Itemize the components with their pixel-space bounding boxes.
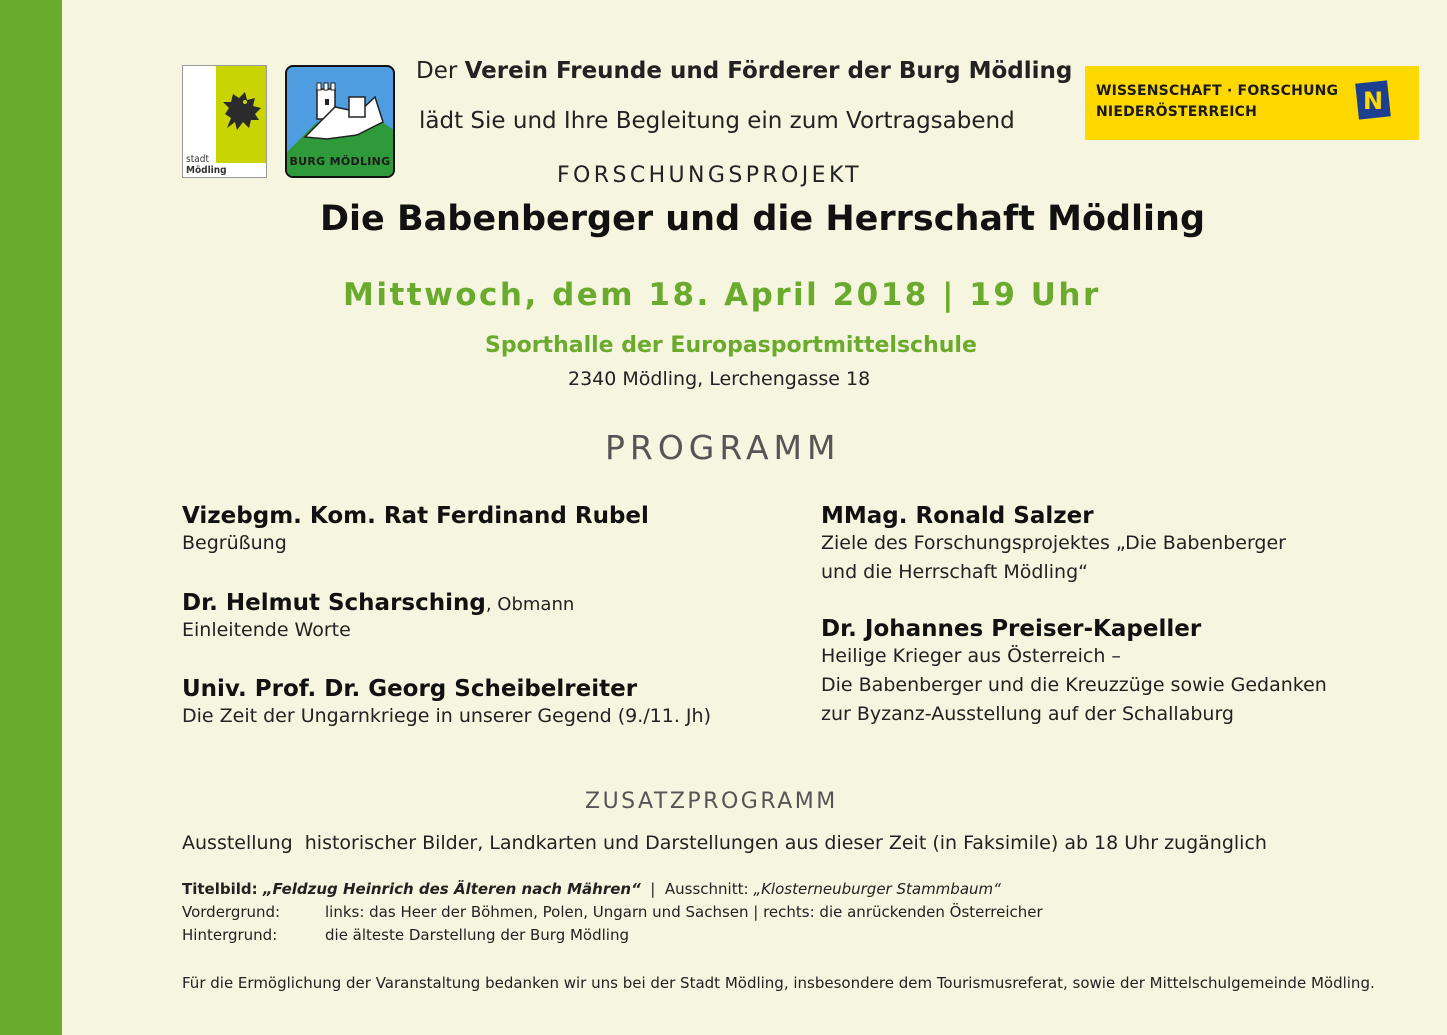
speaker-name: Dr. Helmut Scharsching xyxy=(182,590,486,616)
speaker-topic-line2: Die Babenberger und die Kreuzzüge sowie Gedanken xyxy=(821,674,1327,696)
credit-vordergrund xyxy=(182,903,1043,926)
speaker-name: Vizebgm. Kom. Rat Ferdinand Rubel xyxy=(182,503,649,529)
speaker-topic-line3: zur Byzanz-Ausstellung auf der Schallaburg xyxy=(821,703,1234,725)
thanks-note: Für die Ermöglichung der Varanstaltung bedanken wir uns bei der Stadt Mödling, insbesondere dem Tourismusreferat, sowie der Mittelschulgemeinde Mödling. xyxy=(182,974,1375,992)
titelbild-label: Titelbild: xyxy=(182,880,263,898)
image-credits xyxy=(182,880,1043,949)
speaker-role: , Obmann xyxy=(485,594,575,615)
left-accent-bar xyxy=(0,0,62,1035)
wissenschaft-forschung-logo xyxy=(1085,66,1419,140)
titelbild-value: „Feldzug Heinrich des Älteren nach Mähren“ xyxy=(262,880,641,898)
speaker-scheibelreiter xyxy=(182,676,711,731)
stadt-moedling-logo xyxy=(182,65,267,178)
programm-heading: PROGRAMM xyxy=(605,428,841,467)
stadt-logo-text: stadt Mödling xyxy=(186,154,227,176)
event-address: 2340 Mödling, Lerchengasse 18 xyxy=(568,368,871,390)
burg-logo-label: BURG MÖDLING xyxy=(289,155,391,168)
hintergrund-value: die älteste Darstellung der Burg Mödling xyxy=(325,926,629,944)
speaker-topic: Einleitende Worte xyxy=(182,619,351,641)
credit-titelbild xyxy=(182,880,1001,903)
lion-icon xyxy=(219,88,265,136)
speaker-salzer xyxy=(821,503,1286,587)
zusatzprogramm-text: Ausstellung historischer Bilder, Landkarten und Darstellungen aus dieser Zeit (in Faksimile) ab 18 Uhr zugänglich xyxy=(182,832,1267,854)
ausschnitt-label: Ausschnitt: xyxy=(664,880,754,898)
invitation-line2: lädt Sie und Ihre Begleitung ein zum Vortragsabend xyxy=(419,108,1015,134)
speaker-topic: Begrüßung xyxy=(182,532,287,554)
speaker-rubel xyxy=(182,503,649,558)
speaker-scharsching xyxy=(182,590,574,645)
ausschnitt-value: „Klosterneuburger Stammbaum“ xyxy=(753,880,1001,898)
speaker-name: MMag. Ronald Salzer xyxy=(821,503,1094,529)
vordergrund-value: links: das Heer der Böhmen, Polen, Ungarn und Sachsen | rechts: die anrückenden Österreicher xyxy=(325,903,1043,921)
hintergrund-label: Hintergrund: xyxy=(182,926,278,944)
speaker-topic-line1: Ziele des Forschungsprojektes „Die Babenberger xyxy=(821,532,1286,554)
burg-moedling-logo xyxy=(285,65,395,178)
credit-separator: | xyxy=(640,880,665,898)
speaker-topic-line2: und die Herrschaft Mödling“ xyxy=(821,561,1088,583)
zusatzprogramm-heading: ZUSATZPROGRAMM xyxy=(585,789,838,814)
noe-badge-letter: N xyxy=(1362,87,1384,115)
credit-hintergrund xyxy=(182,926,1001,949)
event-title: Die Babenberger und die Herrschaft Mödling xyxy=(320,199,1206,239)
speaker-topic-line1: Heilige Krieger aus Österreich – xyxy=(821,645,1121,667)
event-venue: Sporthalle der Europasportmittelschule xyxy=(485,333,977,358)
noe-badge-icon xyxy=(1355,80,1391,120)
event-date: Mittwoch, dem 18. April 2018 | 19 Uhr xyxy=(343,277,1101,313)
project-kicker: FORSCHUNGSPROJEKT xyxy=(557,163,862,188)
invitation-line1: Der Verein Freunde und Förderer der Burg Mödling xyxy=(416,58,1073,84)
speaker-topic: Die Zeit der Ungarnkriege in unserer Gegend (9./11. Jh) xyxy=(182,705,711,727)
wf-logo-line2: NIEDERÖSTERREICH xyxy=(1096,104,1258,120)
speaker-preiser-kapeller xyxy=(821,616,1327,729)
vordergrund-label: Vordergrund: xyxy=(182,903,281,921)
speaker-name: Dr. Johannes Preiser-Kapeller xyxy=(821,616,1202,642)
wf-logo-line1: WISSENSCHAFT · FORSCHUNG xyxy=(1096,83,1339,99)
speaker-name: Univ. Prof. Dr. Georg Scheibelreiter xyxy=(182,676,638,702)
